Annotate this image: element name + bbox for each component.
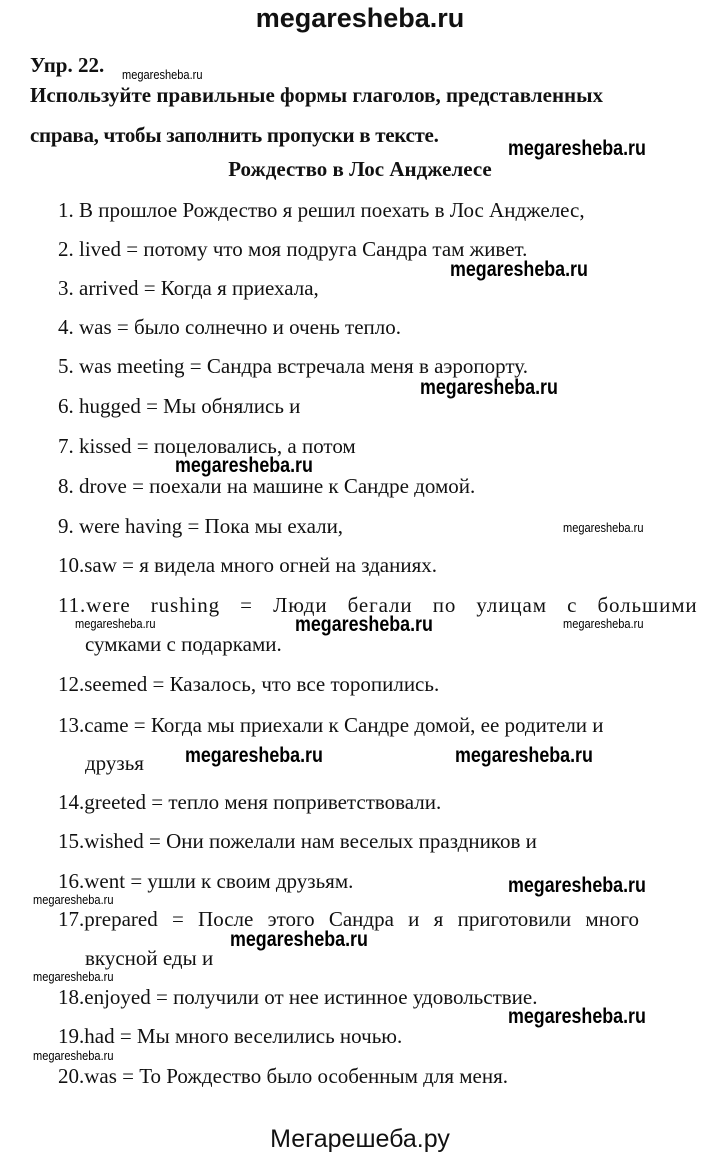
header-watermark: megaresheba.ru (255, 3, 465, 33)
list-item: 18.enjoyed = получили от нее истинное удовольствие. (58, 985, 538, 1009)
list-item: 1. В прошлое Рождество я решил поехать в Лос Анджелес, (58, 198, 585, 222)
watermark: megaresheba.ru (508, 874, 646, 897)
list-item: 15.wished = Они пожелали нам веселых праздников и (58, 829, 537, 853)
list-item: 10.saw = я видела много огней на зданиях. (58, 553, 438, 577)
list-item: 19.had = Мы много веселились ночью. (58, 1024, 403, 1048)
watermark: megaresheba.ru (508, 1005, 646, 1028)
list-item: 6. hugged = Мы обнялись и (58, 394, 301, 418)
watermark: megaresheba.ru (33, 1048, 114, 1063)
instruction-line-1 (30, 84, 673, 106)
watermark: megaresheba.ru (295, 613, 433, 636)
list-item: 2. lived = потому что моя подруга Сандра там живет. (58, 237, 528, 261)
watermark: megaresheba.ru (508, 137, 646, 160)
watermark: megaresheba.ru (75, 616, 156, 631)
list-item: 4. was = было солнечно и очень тепло. (58, 315, 401, 339)
watermark: megaresheba.ru (230, 928, 368, 951)
list-item: 11.were rushing = Люди бегали по улицам с большими (58, 593, 698, 617)
list-item: 5. was meeting = Сандра встречала меня в аэропорту. (58, 354, 528, 378)
list-item: 3. arrived = Когда я приехала, (58, 276, 319, 300)
watermark: megaresheba.ru (450, 258, 588, 281)
instruction-line-2: справа, чтобы заполнить пропуски в тексте. (30, 123, 439, 147)
watermark: megaresheba.ru (122, 67, 203, 82)
watermark: megaresheba.ru (420, 376, 558, 399)
watermark: megaresheba.ru (563, 520, 644, 535)
list-item: 14.greeted = тепло меня поприветствовали. (58, 790, 442, 814)
text-title: Рождество в Лос Анджелесе (228, 157, 492, 181)
list-item-continued: друзья (85, 751, 144, 775)
list-item: 9. were having = Пока мы ехали, (58, 514, 344, 538)
watermark: megaresheba.ru (175, 454, 313, 477)
footer-watermark: Мегарешеба.ру (270, 1125, 450, 1153)
list-item: 7. kissed = поцеловались, а потом (58, 434, 356, 458)
list-item: 8. drove = поехали на машине к Сандре домой. (58, 474, 476, 498)
watermark: megaresheba.ru (185, 744, 323, 767)
watermark: megaresheba.ru (33, 969, 114, 984)
watermark: megaresheba.ru (563, 616, 644, 631)
watermark: megaresheba.ru (33, 892, 114, 907)
watermark: megaresheba.ru (455, 744, 593, 767)
list-item: 17.prepared = После этого Сандра и я приготовили много (58, 907, 640, 931)
exercise-number: Упр. 22. (30, 53, 105, 77)
list-item: 13.came = Когда мы приехали к Сандре домой, ее родители и (58, 713, 604, 737)
list-item: 16.went = ушли к своим друзьям. (58, 869, 354, 893)
list-item: 12.seemed = Казалось, что все торопились. (58, 672, 440, 696)
list-item: 20.was = То Рождество было особенным для меня. (58, 1064, 508, 1088)
list-item-continued: вкусной еды и (85, 946, 214, 970)
instruction-text: Используйте правильные формы глаголов, представленных (30, 83, 604, 107)
list-item-continued: сумками с подарками. (85, 632, 282, 656)
